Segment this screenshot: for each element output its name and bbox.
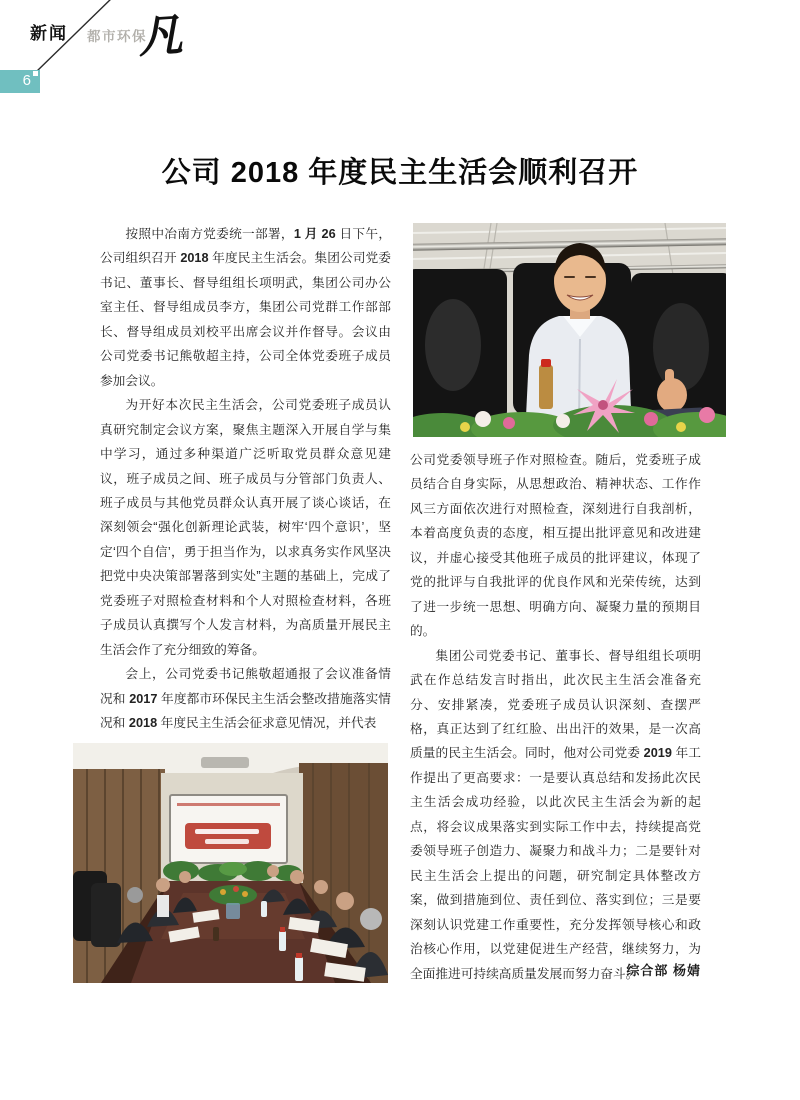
badge-corner-square bbox=[33, 71, 38, 76]
paragraph-1: 按照中冶南方党委统一部署，1 月 26 日下午，公司组织召开 2018 年度民主生活会。集团公司党委书记、董事长、督导组组长项明武，集团公司办公室主任、督导组成员李方，集团公司党群工作部部长、督导组成员刘校平出席会议并作督导。会议由公司党委书记熊敬超主持，公司全体党委班子成员参加会议。 bbox=[100, 227, 392, 388]
paragraph-2: 为开好本次民主生活会，公司党委班子成员认真研究制定会议方案，聚焦主题深入开展自学与集中学习，通过多种渠道广泛听取党员群众意见建议，班子成员之间、班子成员与分管部门负责人、班子成员与其他党员群众认真开展了谈心谈话，在深刻领会“强化创新理论武装，树牢‘四个意识’，坚定‘四个自信’，勇于担当作为，以求真务实作风坚决把党中央决策部署落到实处”主题的基础上，完成了党委班子对照检查材料和个人对照检查材料，各班子成员认真撰写个人发言材料，为高质量开展民主生活会作了充分细致的筹备。 bbox=[100, 398, 391, 657]
paragraph-4: 集团公司党委书记、董事长、督导组组长项明武在作总结发言时指出，此次民主生活会准备充分、安排紧凑，党委班子成员认识深刻、查摆严格，真正达到了红红脸、出出汗的效果，是一次高质量的民主生活会。同时，他对公司党委 2019 年工作提出了更高要求：一是要认真总结和发扬此次民主生活会成功经验，以此次民主生活会为新的起点，将会议成果落实到实际工作中去，持续提高党委领导班子创造力、凝聚力和战斗力；二是要针对民主生活会上提出的问题，研究制定具体整改方案，做到措施到位、责任到位、落实到位；三是要深刻认识党建工作重要性，充分发挥领导核心和政治核心作用，以党建促进生产经营，继续努力，为全面推进可持续高质量发展而努力奋斗。 bbox=[410, 648, 701, 981]
photo-meeting-image bbox=[73, 743, 388, 983]
paragraph-3-continued: 公司党委领导班子作对照检查。随后，党委班子成员结合自身实际，从思想政治、精神状态、工作作风三方面依次进行对照检查，深刻进行自我剖析，本着高度负责的态度，相互提出批评意见和改进建议，并虚心接受其他班子成员的批评建议，体现了党的批评与自我批评的优良作风和光荣传统，达到了进一步统一思想、明确方向、凝聚力量的预期目的。 bbox=[410, 453, 701, 639]
page-number: 6 bbox=[22, 72, 31, 89]
photo-leader-thumbs-up bbox=[413, 223, 726, 437]
publication-logo-icon: 凡 bbox=[136, 9, 185, 64]
left-column bbox=[100, 222, 391, 736]
publication-name: 都市环保 bbox=[87, 29, 147, 44]
article-title: 公司 2018 年度民主生活会顺利召开 bbox=[161, 157, 639, 189]
photo-leader-image bbox=[413, 223, 726, 437]
photo-meeting-room bbox=[73, 743, 388, 983]
right-column bbox=[410, 448, 701, 986]
byline: 综合部 杨婧 bbox=[626, 963, 701, 978]
paragraph-3: 会上，公司党委书记熊敬超通报了会议准备情况和 2017 年度都市环保民主生活会整改措施落实情况和 2018 年度民主生活会征求意见情况，并代表 bbox=[100, 667, 391, 731]
page-number-badge bbox=[0, 70, 40, 93]
section-label: 新闻 bbox=[30, 24, 68, 43]
